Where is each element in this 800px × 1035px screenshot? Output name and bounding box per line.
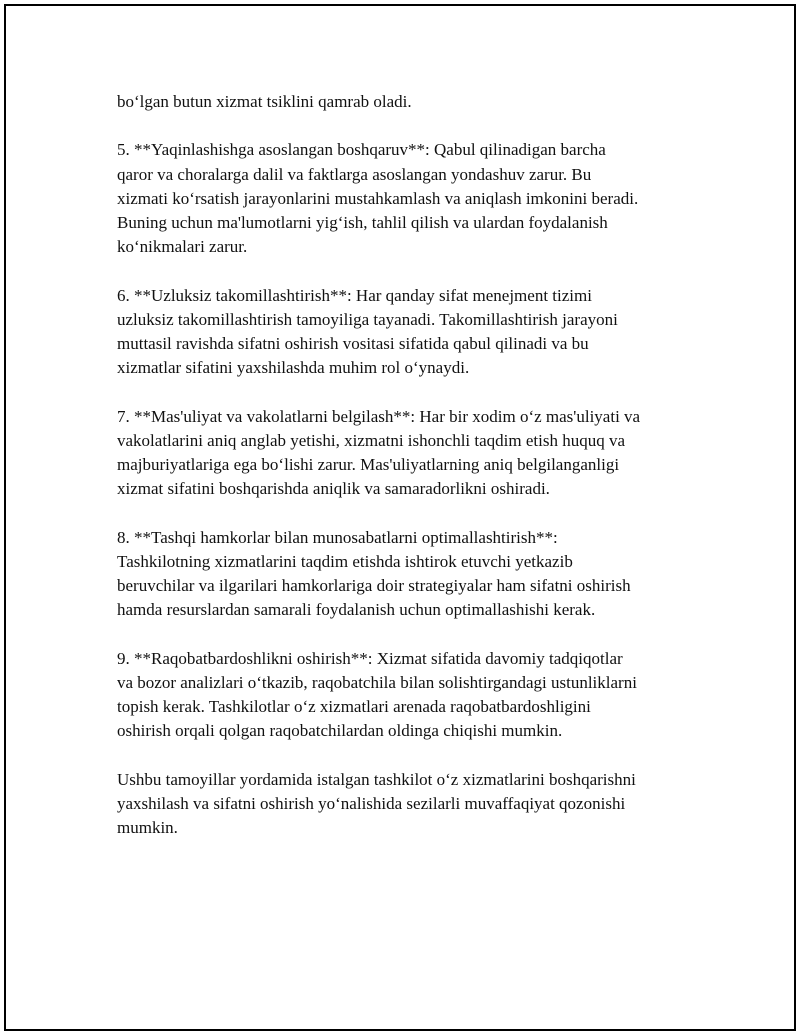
paragraph-principle-5: 5. **Yaqinlashishga asoslangan boshqaruv**: Qabul qilinadigan barcha qaror va choralarga dalil va faktlarga asoslangan yondashuv zarur. Bu xizmati ko‘rsatish jarayonlarini mustahkamlash va aniqlash imkonini beradi. Buning uchun ma'lumotlarni yig‘ish, tahlil qilish va ulardan foydalanish ko‘nikmalari zarur.	[117, 140, 639, 257]
paragraph-principle-8: 8. **Tashqi hamkorlar bilan munosabatlarni optimallashtirish**: Tashkilotning xizmatlarini taqdim etishda ishtirok etuvchi yetkazib beruvchilar va ilgarilari hamkorlariga doir strategiyalar ham sifatni oshirish hamda resurslardan samarali foydalanish uchun optimallashishi kerak.	[117, 527, 631, 620]
paragraph-principle-6: 6. **Uzluksiz takomillashtirish**: Har qanday sifat menejment tizimi uzluksiz takomillashtirish tamoyiliga tayanadi. Takomillashtirish jarayoni muttasil ravishda sifatni oshirish vositasi sifatida qabul qilinadi va bu xizmatlar sifatini yaxshilashda muhim rol o‘ynaydi.	[117, 285, 618, 378]
paragraph-conclusion: Ushbu tamoyillar yordamida istalgan tashkilot o‘z xizmatlarini boshqarishni yaxshilash va sifatni oshirish yo‘nalishida sezilarli muvaffaqiyat qozonishi mumkin.	[117, 769, 636, 837]
document-body	[117, 90, 697, 864]
paragraph-principle-7: 7. **Mas'uliyat va vakolatlarni belgilash**: Har bir xodim o‘z mas'uliyati va vakolatlarini aniq anglab yetishi, xizmatni ishonchli taqdim etish huquq va majburiyatlariga ega bo‘lishi zarur. Mas'uliyatlarning aniq belgilanganligi xizmat sifatini boshqarishda aniqlik va samaradorlikni oshiradi.	[117, 406, 641, 499]
paragraph-continuation: bo‘lgan butun xizmat tsiklini qamrab oladi.	[117, 92, 412, 111]
paragraph-principle-9: 9. **Raqobatbardoshlikni oshirish**: Xizmat sifatida davomiy tadqiqotlar va bozor analizlari o‘tkazib, raqobatchila bilan solishtirgandagi ustunliklarni topish kerak. Tashkilotlar o‘z xizmatlari arenada raqobatbardoshligini oshirish orqali qolgan raqobatchilardan oldinga chiqishi mumkin.	[117, 648, 637, 741]
